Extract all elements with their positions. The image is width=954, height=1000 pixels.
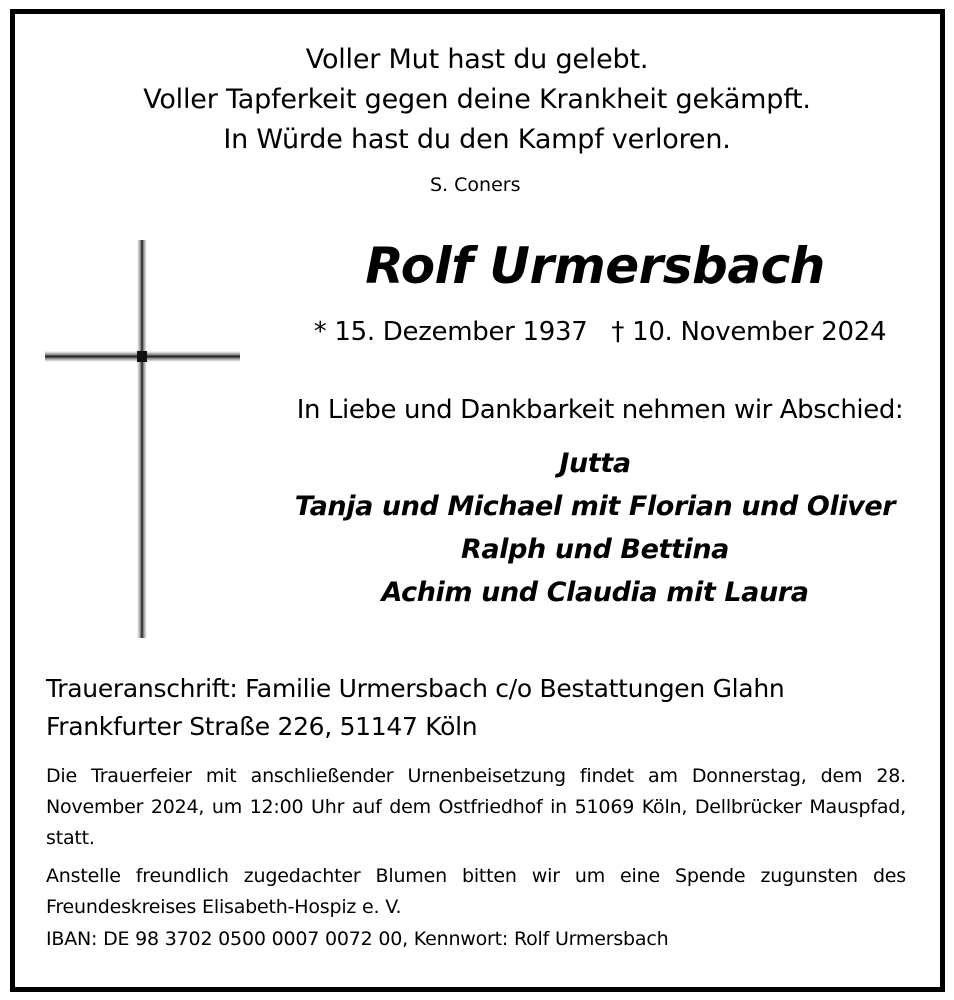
death-date: † 10. November 2024 [611,317,887,347]
donation-request: Anstelle freundlich zugedachter Blumen bitten wir um eine Spende zugunsten des Freundeskreises Elisabeth-Hospiz e. V. [46,865,906,918]
poem-line: Voller Tapferkeit gegen deine Krankheit gekämpft. [143,84,811,115]
birth-date: * 15. Dezember 1937 [313,317,588,347]
bank-details: IBAN: DE 98 3702 0500 0007 0072 00, Kennwort: Rolf Urmersbach [46,928,669,950]
deceased-name: Rolf Urmersbach [365,237,825,295]
poem-line: In Würde hast du den Kampf verloren. [223,124,731,155]
family-list [280,442,910,614]
poem-author: S. Coners [430,174,521,196]
poem-line: Voller Mut hast du gelebt. [305,44,649,75]
ceremony-info: Die Trauerfeier mit anschließender Urnenbeisetzung findet am Donnerstag, dem 28. November 2024, um 12:00 Uhr auf dem Ostfriedhof in 51069 Köln, Dellbrücker Mauspfad, statt. [46,765,906,849]
address-line: Frankfurter Straße 226, 51147 Köln [46,712,478,741]
farewell-text: In Liebe und Dankbarkeit nehmen wir Abschied: [296,395,904,425]
address-line: Traueranschrift: Familie Urmersbach c/o Bestattungen Glahn [46,674,785,703]
cross-center [137,351,147,362]
life-dates [300,312,900,352]
poem [0,40,954,160]
family-member: Achim und Claudia mit Laura [381,577,809,608]
family-member: Ralph und Bettina [461,534,729,565]
cross-vertical-beam [137,240,147,638]
mourning-address [46,670,926,746]
family-member: Jutta [559,448,631,479]
family-member: Tanja und Michael mit Florian und Oliver [294,491,896,522]
